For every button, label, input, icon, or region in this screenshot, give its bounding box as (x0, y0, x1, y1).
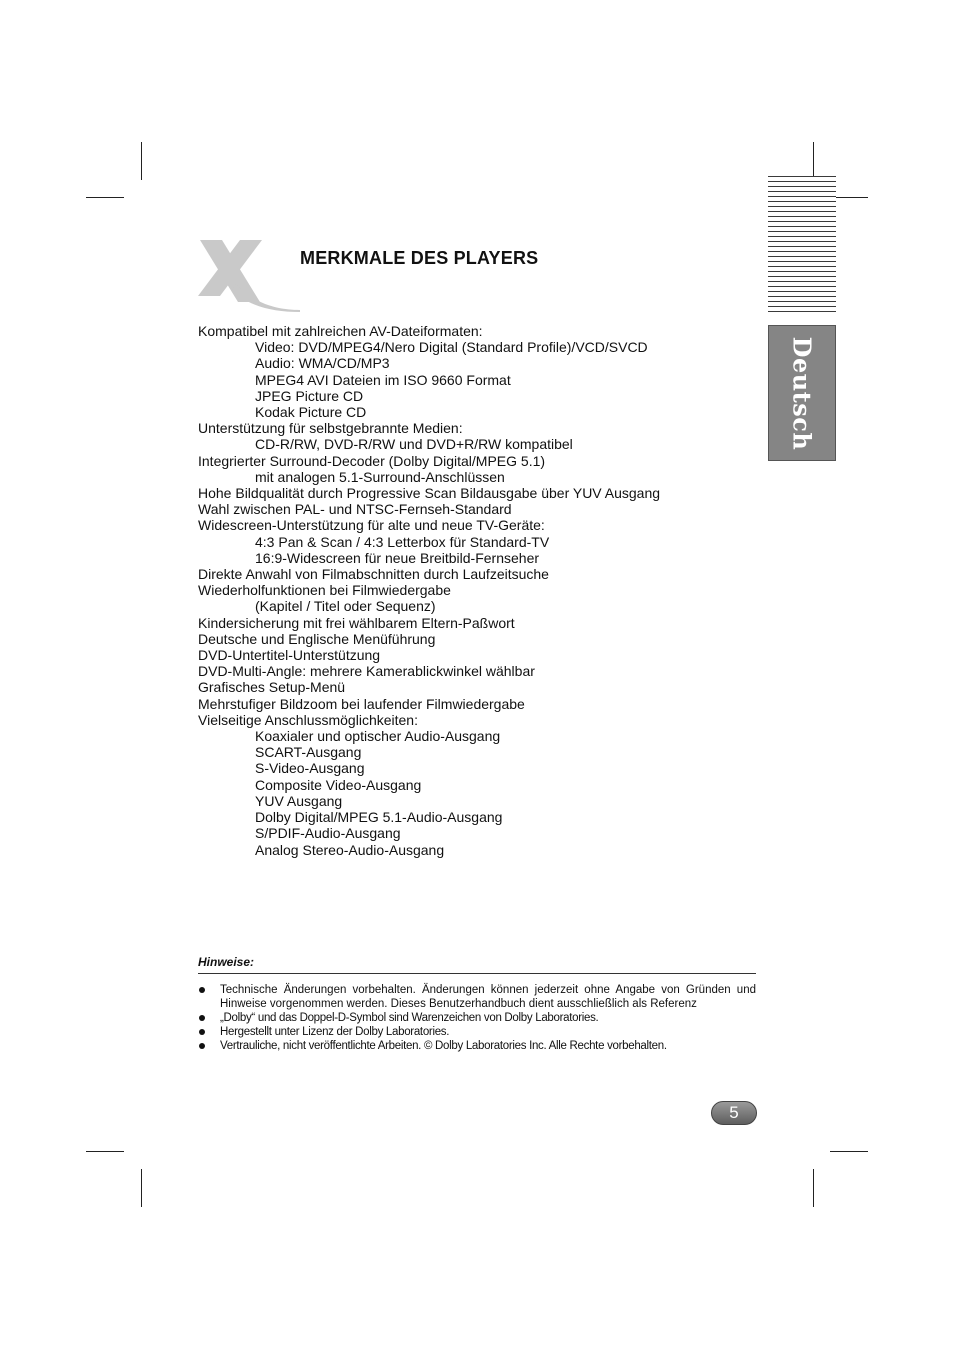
feature-item: (Kapitel / Titel oder Sequenz) (255, 598, 436, 615)
feature-item: DVD-Untertitel-Unterstützung (198, 647, 381, 664)
crop-mark (141, 1169, 142, 1207)
feature-item: Kodak Picture CD (255, 404, 367, 421)
feature-item: Kindersicherung mit frei wählbarem Eltern-Paßwort (198, 614, 515, 631)
feature-item: S/PDIF-Audio-Ausgang (255, 825, 401, 842)
decorative-stripes (768, 176, 836, 314)
feature-item: mit analogen 5.1-Surround-Anschlüssen (255, 468, 505, 485)
feature-item: Analog Stereo-Audio-Ausgang (255, 841, 445, 858)
feature-item: MPEG4 AVI Dateien im ISO 9660 Format (255, 371, 511, 388)
feature-item: CD-R/RW, DVD-R/RW und DVD+R/RW kompatibel (255, 436, 573, 453)
notes-title: Hinweise: (198, 955, 255, 969)
notes-divider (198, 973, 756, 974)
feature-item: Integrierter Surround-Decoder (Dolby Digital/MPEG 5.1) (198, 452, 546, 469)
x-brand-logo-icon (196, 238, 300, 312)
feature-item: Composite Video-Ausgang (255, 776, 422, 793)
note-item: Vertrauliche, nicht veröffentlichte Arbeiten. © Dolby Laboratories Inc. Alle Rechte vorbehalten. (198, 1039, 756, 1053)
feature-item: Unterstützung für selbstgebrannte Medien: (198, 420, 463, 437)
feature-item: S-Video-Ausgang (255, 760, 365, 777)
feature-item: Mehrstufiger Bildzoom bei laufender Filmwiedergabe (198, 695, 525, 712)
note-item: Technische Änderungen vorbehalten. Änderungen können jederzeit ohne Angabe von Gründen und Hinweise vorgenommen werden. Dieses Benutzerhandbuch dient ausschließlich als Referenz (198, 983, 756, 1011)
notes-list (198, 983, 756, 1053)
feature-item: 4:3 Pan & Scan / 4:3 Letterbox für Standard-TV (255, 533, 550, 550)
crop-mark (86, 1151, 124, 1152)
feature-item: DVD-Multi-Angle: mehrere Kamerablickwinkel wählbar (198, 663, 535, 680)
bullet-icon (199, 1029, 205, 1035)
feature-item: Vielseitige Anschlussmöglichkeiten: (198, 711, 418, 728)
note-item: „Dolby“ und das Doppel-D-Symbol sind Warenzeichen von Dolby Laboratories. (198, 1011, 756, 1025)
feature-item: Deutsche und Englische Menüführung (198, 630, 436, 647)
feature-item: Wiederholfunktionen bei Filmwiedergabe (198, 582, 451, 599)
feature-item: JPEG Picture CD (255, 387, 364, 404)
feature-item: Hohe Bildqualität durch Progressive Scan Bildausgabe über YUV Ausgang (198, 485, 661, 502)
note-item: Hergestellt unter Lizenz der Dolby Laboratories. (198, 1025, 756, 1039)
feature-item: Video: DVD/MPEG4/Nero Digital (Standard Profile)/VCD/SVCD (255, 339, 648, 356)
feature-item: Audio: WMA/CD/MP3 (255, 355, 390, 372)
feature-item: YUV Ausgang (255, 792, 343, 809)
language-tab (768, 325, 836, 461)
feature-item: Dolby Digital/MPEG 5.1-Audio-Ausgang (255, 809, 503, 826)
feature-item: Kompatibel mit zahlreichen AV-Dateiformaten: (198, 323, 483, 339)
bullet-icon (199, 987, 205, 993)
feature-item: Grafisches Setup-Menü (198, 679, 346, 696)
bullet-icon (199, 1043, 205, 1049)
feature-list (198, 323, 660, 858)
feature-item: SCART-Ausgang (255, 744, 362, 761)
feature-item: Koaxialer und optischer Audio-Ausgang (255, 728, 501, 745)
crop-mark (813, 142, 814, 180)
page-number: 5 (711, 1101, 757, 1125)
bullet-icon (199, 1015, 205, 1021)
feature-item: Direkte Anwahl von Filmabschnitten durch Laufzeitsuche (198, 566, 549, 583)
crop-mark (86, 197, 124, 198)
feature-item: Wahl zwischen PAL- und NTSC-Fernseh-Standard (198, 501, 512, 518)
crop-mark (141, 142, 142, 180)
feature-item: Widescreen-Unterstützung für alte und neue TV-Geräte: (198, 517, 545, 534)
crop-mark (830, 1151, 868, 1152)
feature-item: 16:9-Widescreen für neue Breitbild-Fernseher (255, 549, 540, 566)
crop-mark (813, 1169, 814, 1207)
page-title: MERKMALE DES PLAYERS (300, 248, 539, 268)
language-tab-label: Deutsch (787, 336, 817, 450)
